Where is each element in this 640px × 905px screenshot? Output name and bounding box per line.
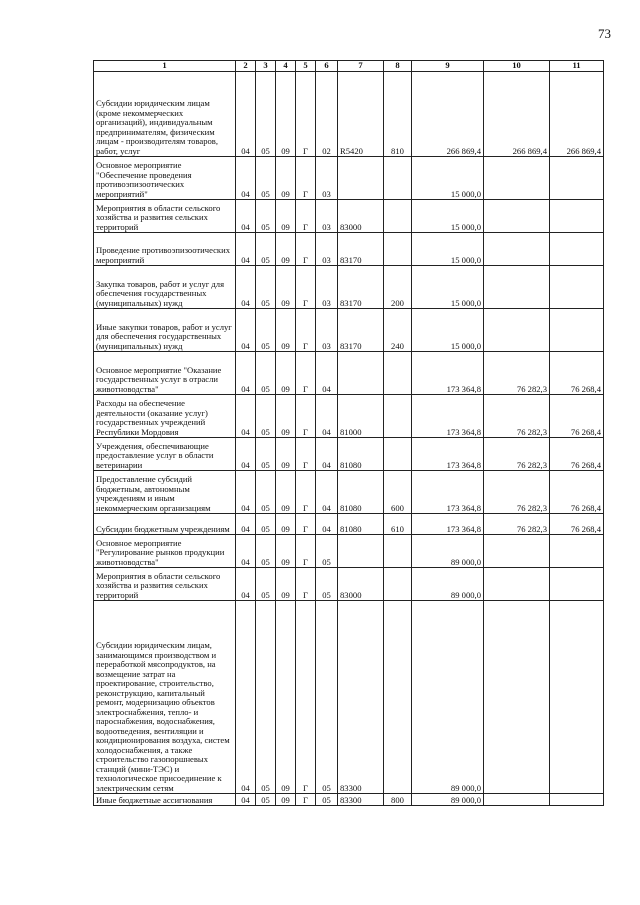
column-header: 8 bbox=[384, 61, 412, 72]
cell-col4: 09 bbox=[276, 438, 296, 471]
cell-col8: 810 bbox=[384, 72, 412, 157]
cell-col6: 04 bbox=[316, 395, 338, 438]
cell-col4: 09 bbox=[276, 200, 296, 233]
cell-col8 bbox=[384, 200, 412, 233]
cell-col5: Г bbox=[296, 514, 316, 535]
row-name-cell: Мероприятия в области сельского хозяйства и развития сельских территорий bbox=[94, 200, 236, 233]
cell-col3: 05 bbox=[256, 72, 276, 157]
cell-col10 bbox=[484, 568, 550, 601]
row-name-cell: Иные закупки товаров, работ и услуг для обеспечения государственных (муниципальных) нужд bbox=[94, 309, 236, 352]
cell-col8 bbox=[384, 157, 412, 200]
cell-col11: 76 268,4 bbox=[550, 352, 604, 395]
table-row bbox=[94, 395, 604, 438]
cell-col7: 83000 bbox=[338, 568, 384, 601]
page-number: 73 bbox=[598, 26, 611, 41]
column-header: 5 bbox=[296, 61, 316, 72]
cell-col6: 05 bbox=[316, 568, 338, 601]
cell-col8: 600 bbox=[384, 471, 412, 514]
cell-col10 bbox=[484, 794, 550, 806]
cell-col3: 05 bbox=[256, 200, 276, 233]
cell-col6: 03 bbox=[316, 309, 338, 352]
cell-col8: 610 bbox=[384, 514, 412, 535]
cell-col6: 05 bbox=[316, 535, 338, 568]
cell-col4: 09 bbox=[276, 72, 296, 157]
cell-col10: 76 282,3 bbox=[484, 471, 550, 514]
cell-col9: 266 869,4 bbox=[412, 72, 484, 157]
cell-col5: Г bbox=[296, 309, 316, 352]
cell-col5: Г bbox=[296, 72, 316, 157]
cell-col5: Г bbox=[296, 233, 316, 266]
cell-col5: Г bbox=[296, 352, 316, 395]
cell-col11: 76 268,4 bbox=[550, 471, 604, 514]
cell-col2: 04 bbox=[236, 309, 256, 352]
cell-col9: 15 000,0 bbox=[412, 157, 484, 200]
cell-col7: 83170 bbox=[338, 266, 384, 309]
cell-col2: 04 bbox=[236, 514, 256, 535]
cell-col5: Г bbox=[296, 471, 316, 514]
cell-col5: Г bbox=[296, 200, 316, 233]
cell-col10: 76 282,3 bbox=[484, 395, 550, 438]
column-header: 6 bbox=[316, 61, 338, 72]
cell-col8 bbox=[384, 568, 412, 601]
cell-col6: 04 bbox=[316, 352, 338, 395]
row-name-cell: Закупка товаров, работ и услуг для обеспечения государственных (муниципальных) нужд bbox=[94, 266, 236, 309]
cell-col10 bbox=[484, 266, 550, 309]
cell-col4: 09 bbox=[276, 157, 296, 200]
cell-col4: 09 bbox=[276, 266, 296, 309]
cell-col9: 89 000,0 bbox=[412, 568, 484, 601]
row-name-cell: Расходы на обеспечение деятельности (оказание услуг) государственных учреждений Республики Мордовия bbox=[94, 395, 236, 438]
cell-col5: Г bbox=[296, 794, 316, 806]
table-row bbox=[94, 438, 604, 471]
cell-col11 bbox=[550, 535, 604, 568]
table-row bbox=[94, 266, 604, 309]
cell-col2: 04 bbox=[236, 352, 256, 395]
cell-col7: R5420 bbox=[338, 72, 384, 157]
cell-col9: 89 000,0 bbox=[412, 794, 484, 806]
cell-col5: Г bbox=[296, 535, 316, 568]
cell-col4: 09 bbox=[276, 395, 296, 438]
cell-col3: 05 bbox=[256, 794, 276, 806]
cell-col11 bbox=[550, 601, 604, 794]
table-row bbox=[94, 601, 604, 794]
row-name-cell: Мероприятия в области сельского хозяйства и развития сельских территорий bbox=[94, 568, 236, 601]
cell-col2: 04 bbox=[236, 395, 256, 438]
row-name-cell: Субсидии юридическим лицам, занимающимся производством и переработкой мясопродуктов, на возмещение затрат на проектирование, строительство, реконструкцию, капитальный ремонт, модернизацию объектов электроснабжения, тепло- и пароснабжения, водоснабжения, водоотведения, вентиляции и кондиционирования воздуха, систем холодоснабжения, а также строительство газопоршневых станций (мини-ТЭС) и технологическое присоединение к электрическим сетям bbox=[94, 601, 236, 794]
cell-col11: 266 869,4 bbox=[550, 72, 604, 157]
cell-col7: 83170 bbox=[338, 233, 384, 266]
cell-col3: 05 bbox=[256, 157, 276, 200]
cell-col10 bbox=[484, 309, 550, 352]
cell-col6: 05 bbox=[316, 601, 338, 794]
column-header: 4 bbox=[276, 61, 296, 72]
cell-col4: 09 bbox=[276, 568, 296, 601]
cell-col7 bbox=[338, 352, 384, 395]
cell-col4: 09 bbox=[276, 514, 296, 535]
cell-col9: 15 000,0 bbox=[412, 200, 484, 233]
table-row bbox=[94, 568, 604, 601]
cell-col5: Г bbox=[296, 601, 316, 794]
cell-col8: 240 bbox=[384, 309, 412, 352]
column-header: 10 bbox=[484, 61, 550, 72]
cell-col4: 09 bbox=[276, 352, 296, 395]
cell-col3: 05 bbox=[256, 438, 276, 471]
table-row bbox=[94, 535, 604, 568]
cell-col8 bbox=[384, 601, 412, 794]
cell-col9: 173 364,8 bbox=[412, 352, 484, 395]
budget-table bbox=[93, 60, 604, 806]
cell-col2: 04 bbox=[236, 157, 256, 200]
cell-col10: 76 282,3 bbox=[484, 438, 550, 471]
cell-col11 bbox=[550, 309, 604, 352]
cell-col10: 76 282,3 bbox=[484, 352, 550, 395]
cell-col2: 04 bbox=[236, 266, 256, 309]
cell-col9: 15 000,0 bbox=[412, 233, 484, 266]
cell-col2: 04 bbox=[236, 601, 256, 794]
cell-col8 bbox=[384, 233, 412, 266]
cell-col5: Г bbox=[296, 266, 316, 309]
table-row bbox=[94, 514, 604, 535]
cell-col3: 05 bbox=[256, 233, 276, 266]
cell-col6: 03 bbox=[316, 157, 338, 200]
table-row bbox=[94, 794, 604, 806]
cell-col7: 83300 bbox=[338, 794, 384, 806]
cell-col11: 76 268,4 bbox=[550, 514, 604, 535]
cell-col7: 81000 bbox=[338, 395, 384, 438]
cell-col7 bbox=[338, 535, 384, 568]
cell-col8 bbox=[384, 395, 412, 438]
row-name-cell: Основное мероприятие "Обеспечение проведения противоэпизоотических мероприятий" bbox=[94, 157, 236, 200]
row-name-cell: Субсидии бюджетным учреждениям bbox=[94, 514, 236, 535]
cell-col4: 09 bbox=[276, 794, 296, 806]
cell-col10: 266 869,4 bbox=[484, 72, 550, 157]
row-name-cell: Субсидии юридическим лицам (кроме некоммерческих организаций), индивидуальным предпринимателям, физическим лицам - производителям товаров, работ, услуг bbox=[94, 72, 236, 157]
cell-col11 bbox=[550, 233, 604, 266]
cell-col4: 09 bbox=[276, 309, 296, 352]
cell-col8: 200 bbox=[384, 266, 412, 309]
cell-col2: 04 bbox=[236, 471, 256, 514]
cell-col10: 76 282,3 bbox=[484, 514, 550, 535]
column-header: 2 bbox=[236, 61, 256, 72]
column-header: 11 bbox=[550, 61, 604, 72]
cell-col6: 04 bbox=[316, 438, 338, 471]
cell-col11: 76 268,4 bbox=[550, 438, 604, 471]
row-name-cell: Основное мероприятие "Оказание государственных услуг в отрасли животноводства" bbox=[94, 352, 236, 395]
cell-col4: 09 bbox=[276, 535, 296, 568]
table-row bbox=[94, 309, 604, 352]
cell-col4: 09 bbox=[276, 601, 296, 794]
cell-col9: 173 364,8 bbox=[412, 395, 484, 438]
cell-col9: 173 364,8 bbox=[412, 471, 484, 514]
cell-col7: 81080 bbox=[338, 514, 384, 535]
cell-col11 bbox=[550, 568, 604, 601]
row-name-cell: Иные бюджетные ассигнования bbox=[94, 794, 236, 806]
cell-col7 bbox=[338, 157, 384, 200]
cell-col10 bbox=[484, 233, 550, 266]
cell-col8 bbox=[384, 438, 412, 471]
cell-col5: Г bbox=[296, 395, 316, 438]
cell-col3: 05 bbox=[256, 471, 276, 514]
cell-col5: Г bbox=[296, 568, 316, 601]
cell-col10 bbox=[484, 601, 550, 794]
cell-col11 bbox=[550, 157, 604, 200]
table-row bbox=[94, 471, 604, 514]
cell-col6: 03 bbox=[316, 233, 338, 266]
column-header: 7 bbox=[338, 61, 384, 72]
cell-col6: 04 bbox=[316, 514, 338, 535]
cell-col7: 83170 bbox=[338, 309, 384, 352]
cell-col10 bbox=[484, 157, 550, 200]
cell-col5: Г bbox=[296, 157, 316, 200]
cell-col3: 05 bbox=[256, 309, 276, 352]
cell-col2: 04 bbox=[236, 72, 256, 157]
cell-col3: 05 bbox=[256, 601, 276, 794]
cell-col5: Г bbox=[296, 438, 316, 471]
cell-col7: 81080 bbox=[338, 438, 384, 471]
cell-col2: 04 bbox=[236, 200, 256, 233]
cell-col9: 15 000,0 bbox=[412, 266, 484, 309]
cell-col6: 02 bbox=[316, 72, 338, 157]
row-name-cell: Учреждения, обеспечивающие предоставление услуг в области ветеринарии bbox=[94, 438, 236, 471]
cell-col6: 03 bbox=[316, 200, 338, 233]
cell-col3: 05 bbox=[256, 514, 276, 535]
table-row bbox=[94, 72, 604, 157]
cell-col10 bbox=[484, 200, 550, 233]
cell-col11: 76 268,4 bbox=[550, 395, 604, 438]
cell-col11 bbox=[550, 794, 604, 806]
cell-col3: 05 bbox=[256, 266, 276, 309]
table-row bbox=[94, 157, 604, 200]
cell-col4: 09 bbox=[276, 233, 296, 266]
cell-col7: 81080 bbox=[338, 471, 384, 514]
cell-col8: 800 bbox=[384, 794, 412, 806]
cell-col2: 04 bbox=[236, 794, 256, 806]
cell-col2: 04 bbox=[236, 568, 256, 601]
cell-col4: 09 bbox=[276, 471, 296, 514]
row-name-cell: Предоставление субсидий бюджетным, автономным учреждениям и иным некоммерческим организациям bbox=[94, 471, 236, 514]
column-header: 3 bbox=[256, 61, 276, 72]
table-row bbox=[94, 233, 604, 266]
table-row bbox=[94, 352, 604, 395]
table-row bbox=[94, 200, 604, 233]
column-header: 1 bbox=[94, 61, 236, 72]
column-header: 9 bbox=[412, 61, 484, 72]
cell-col9: 15 000,0 bbox=[412, 309, 484, 352]
cell-col6: 03 bbox=[316, 266, 338, 309]
cell-col11 bbox=[550, 266, 604, 309]
cell-col8 bbox=[384, 352, 412, 395]
cell-col3: 05 bbox=[256, 568, 276, 601]
cell-col2: 04 bbox=[236, 438, 256, 471]
cell-col6: 05 bbox=[316, 794, 338, 806]
row-name-cell: Проведение противоэпизоотических мероприятий bbox=[94, 233, 236, 266]
cell-col6: 04 bbox=[316, 471, 338, 514]
cell-col3: 05 bbox=[256, 352, 276, 395]
cell-col11 bbox=[550, 200, 604, 233]
cell-col8 bbox=[384, 535, 412, 568]
cell-col3: 05 bbox=[256, 395, 276, 438]
cell-col9: 89 000,0 bbox=[412, 535, 484, 568]
cell-col10 bbox=[484, 535, 550, 568]
cell-col9: 173 364,8 bbox=[412, 438, 484, 471]
row-name-cell: Основное мероприятие "Регулирование рынков продукции животноводства" bbox=[94, 535, 236, 568]
cell-col3: 05 bbox=[256, 535, 276, 568]
header-row bbox=[94, 61, 604, 72]
cell-col2: 04 bbox=[236, 233, 256, 266]
cell-col7: 83300 bbox=[338, 601, 384, 794]
cell-col2: 04 bbox=[236, 535, 256, 568]
cell-col9: 89 000,0 bbox=[412, 601, 484, 794]
cell-col9: 173 364,8 bbox=[412, 514, 484, 535]
cell-col7: 83000 bbox=[338, 200, 384, 233]
